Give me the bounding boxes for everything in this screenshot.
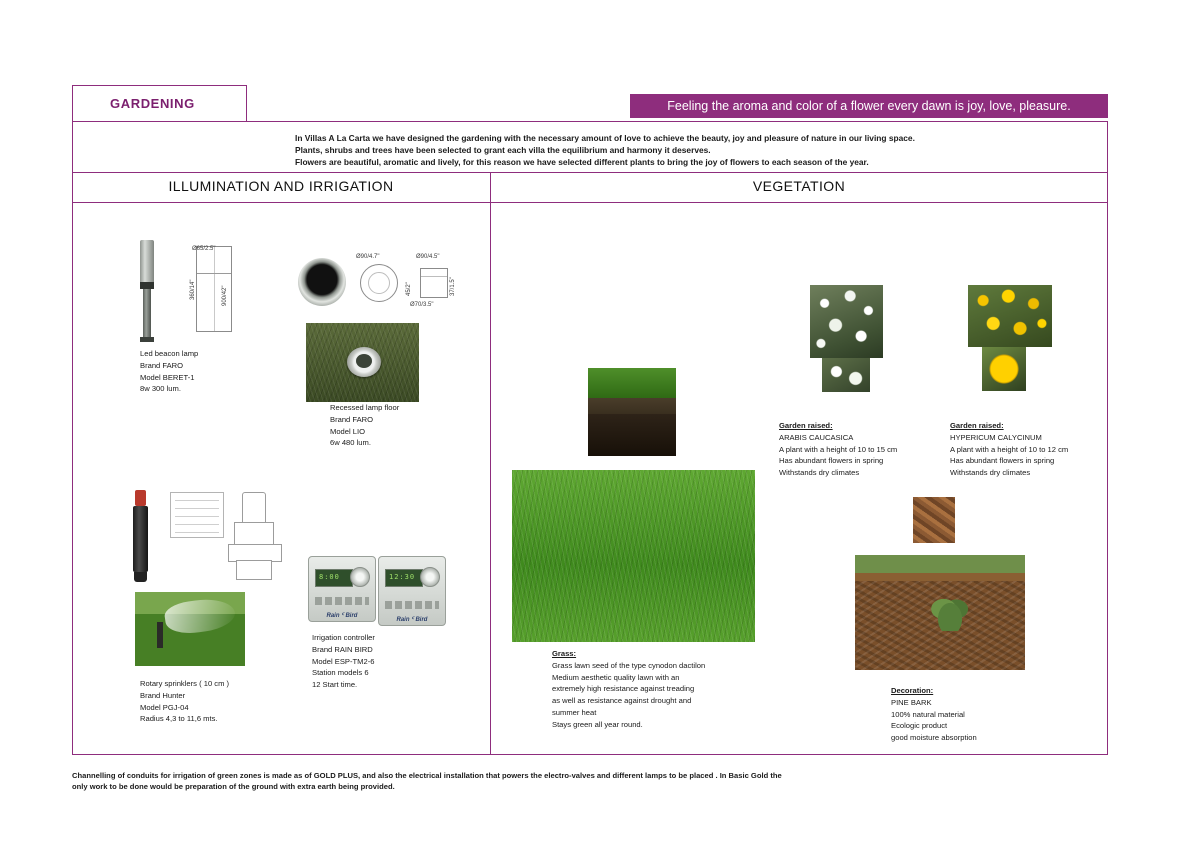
controller-display <box>315 569 353 587</box>
rotary-sprinkler-product-image <box>133 490 148 582</box>
caption-line: Model BERET-1 <box>140 372 195 382</box>
tagline-text: Feeling the aroma and color of a flower every dawn is joy, love, pleasure. <box>667 99 1071 113</box>
intro-line-1: In Villas A La Carta we have designed the gardening with the necessary amount of love to achieve the beauty, joy and pleasure of nature in our living space. <box>295 133 915 143</box>
intro-line-2: Plants, shrubs and trees have been selected to grant each villa the equilibrium and harmony it deserves. <box>295 145 711 156</box>
caption-line: Station models 6 <box>312 668 369 678</box>
caption-line: Brand RAIN BIRD <box>312 644 373 654</box>
irrigation-controller-caption <box>312 632 492 691</box>
grass-soil-cube-image <box>588 368 676 456</box>
column-header-illumination: ILLUMINATION AND IRRIGATION <box>168 178 394 194</box>
caption-line: Model LIO <box>330 426 366 436</box>
dimension-label-45: 45/2" <box>406 282 412 296</box>
caption-line: Model PGJ-04 <box>140 702 189 712</box>
arabis-caucasica-detail-photo <box>822 358 870 392</box>
controller-dial[interactable] <box>420 567 440 587</box>
sprinkler-barrel <box>133 506 148 572</box>
caption-line: Has abundant flowers in spring <box>779 456 884 466</box>
footer-note <box>72 770 802 793</box>
drawing-legend <box>170 492 224 538</box>
dimension-label-37: 37/1.5" <box>450 277 456 296</box>
caption-heading: Grass: <box>552 649 577 658</box>
caption-line: Brand FARO <box>140 360 184 370</box>
recessed-lamp-section-drawing <box>420 268 448 298</box>
lamp-lens <box>356 354 372 368</box>
valve-part-1 <box>242 492 266 524</box>
sprinkler-riser <box>157 622 163 648</box>
decoration-caption <box>891 685 1061 744</box>
controller-brand-label: Rain ᑦ Bird <box>396 617 428 623</box>
grass-caption <box>552 648 752 730</box>
caption-line: Withstands dry climates <box>779 468 860 478</box>
led-beacon-lamp-image <box>140 240 154 342</box>
dimension-label-o90-45: Ø90/4.5" <box>416 254 440 260</box>
cube-grass-layer <box>588 368 676 398</box>
intro-line-3: Flowers are beautiful, aromatic and lively, for this reason we have selected different plants to bring the joy of flowers to each season of the year. <box>295 157 869 168</box>
cube-subsoil-layer <box>588 414 676 456</box>
caption-line: 100% natural material <box>891 709 965 719</box>
hypericum-calycinum-detail-photo <box>982 347 1026 391</box>
dimension-label-height-360: 360/14" <box>190 279 196 300</box>
caption-line: Irrigation controller <box>312 633 375 642</box>
caption-heading: Decoration: <box>891 686 934 695</box>
hypericum-calycinum-photo <box>968 285 1052 347</box>
controller-dial[interactable] <box>350 567 370 587</box>
controller-display-value: 12:30 <box>389 573 416 581</box>
caption-line: 6w 480 lum. <box>330 438 371 448</box>
caption-line: A plant with a height of 10 to 12 cm <box>950 444 1069 454</box>
water-spray <box>163 595 237 636</box>
pine-bark-garden-photo <box>855 555 1025 670</box>
lawn-photo <box>512 470 755 642</box>
lamp-pole <box>143 289 151 337</box>
rotary-sprinkler-caption <box>140 678 320 725</box>
valve-part-2 <box>234 522 274 546</box>
cube-topsoil-layer <box>588 398 676 414</box>
caption-line: Led beacon lamp <box>140 349 199 358</box>
recessed-lamp-installed-photo <box>306 323 419 402</box>
irrigation-controller-unit-1 <box>308 556 376 622</box>
caption-line: Ecologic product <box>891 721 948 731</box>
caption-line: 8w 300 lum. <box>140 384 181 394</box>
irrigation-controller-unit-2 <box>378 556 446 626</box>
lamp-head <box>140 240 154 282</box>
footer-line-2: only work to be done would be preparation of the ground with extra earth being provided. <box>72 782 395 792</box>
led-beacon-lamp-caption <box>140 348 290 395</box>
caption-line: 12 Start time. <box>312 680 358 690</box>
caption-line: Stays green all year round. <box>552 719 643 729</box>
sprinkler-in-action-photo <box>135 592 245 666</box>
hypericum-calycinum-caption <box>950 420 1115 479</box>
caption-line: Grass lawn seed of the type cynodon dactilon <box>552 660 706 670</box>
footer-line-1: Channelling of conduits for irrigation of green zones is made as of GOLD PLUS, and also the electrical installation that powers the electro-valves and different lamps to be placed . In Basic Gold the <box>72 771 782 780</box>
page-title: GARDENING <box>110 96 195 111</box>
arabis-caucasica-photo <box>810 285 883 358</box>
section-title-box <box>72 85 247 121</box>
recessed-lamp-caption <box>330 402 490 449</box>
caption-line: Brand FARO <box>330 414 374 424</box>
controller-brand-label: Rain ᑦ Bird <box>326 613 358 619</box>
dimension-label-diameter: Ø65/2.5" <box>192 246 216 252</box>
caption-line: A plant with a height of 10 to 15 cm <box>779 444 898 454</box>
recessed-lamp-product-image <box>298 258 346 306</box>
caption-line: Brand Hunter <box>140 690 186 700</box>
dimension-label-height-900: 900/42" <box>222 285 228 306</box>
drawing-centerline <box>214 247 215 331</box>
sprinkler-nozzle <box>135 490 146 506</box>
caption-line: Model ESP-TM2-6 <box>312 656 375 666</box>
caption-line: Rotary sprinklers ( 10 cm ) <box>140 679 230 688</box>
lamp-band <box>140 282 154 289</box>
column-header-vegetation: VEGETATION <box>752 178 846 194</box>
caption-heading: Garden raised: <box>779 421 833 430</box>
controller-display-value: 8:00 <box>319 573 340 581</box>
sprinkler-technical-drawing <box>170 488 285 584</box>
tagline-banner <box>630 94 1108 118</box>
controller-display <box>385 569 423 587</box>
pine-bark-closeup-photo <box>913 497 955 543</box>
valve-assembly-drawing <box>226 488 284 584</box>
caption-line: PINE BARK <box>891 697 932 707</box>
caption-line: summer heat <box>552 707 597 717</box>
dimension-label-o90-47: Ø90/4.7" <box>356 254 380 260</box>
caption-line: Has abundant flowers in spring <box>950 456 1055 466</box>
caption-line: extremely high resistance against treading <box>552 684 695 694</box>
caption-line: ARABIS CAUCASICA <box>779 432 854 442</box>
intro-paragraph <box>295 132 1095 169</box>
sprinkler-base <box>134 572 147 582</box>
arabis-caucasica-caption <box>779 420 944 479</box>
caption-line: good moisture absorption <box>891 733 977 743</box>
valve-part-4 <box>236 560 272 580</box>
drawing-cap-line <box>197 273 231 274</box>
caption-line: Recessed lamp floor <box>330 403 400 412</box>
dimension-label-o70: Ø70/3.5" <box>410 302 434 308</box>
lamp-base <box>140 337 154 342</box>
shrub <box>929 591 971 631</box>
caption-line: Radius 4,3 to 11,6 mts. <box>140 714 218 724</box>
caption-heading: Garden raised: <box>950 421 1004 430</box>
controller-buttons[interactable] <box>385 601 439 609</box>
recessed-lamp-plan-drawing <box>360 264 398 302</box>
controller-buttons[interactable] <box>315 597 369 605</box>
caption-line: HYPERICUM CALYCINUM <box>950 432 1042 442</box>
caption-line: Withstands dry climates <box>950 468 1031 478</box>
caption-line: as well as resistance against drought and <box>552 696 692 706</box>
caption-line: Medium aesthetic quality lawn with an <box>552 672 680 682</box>
